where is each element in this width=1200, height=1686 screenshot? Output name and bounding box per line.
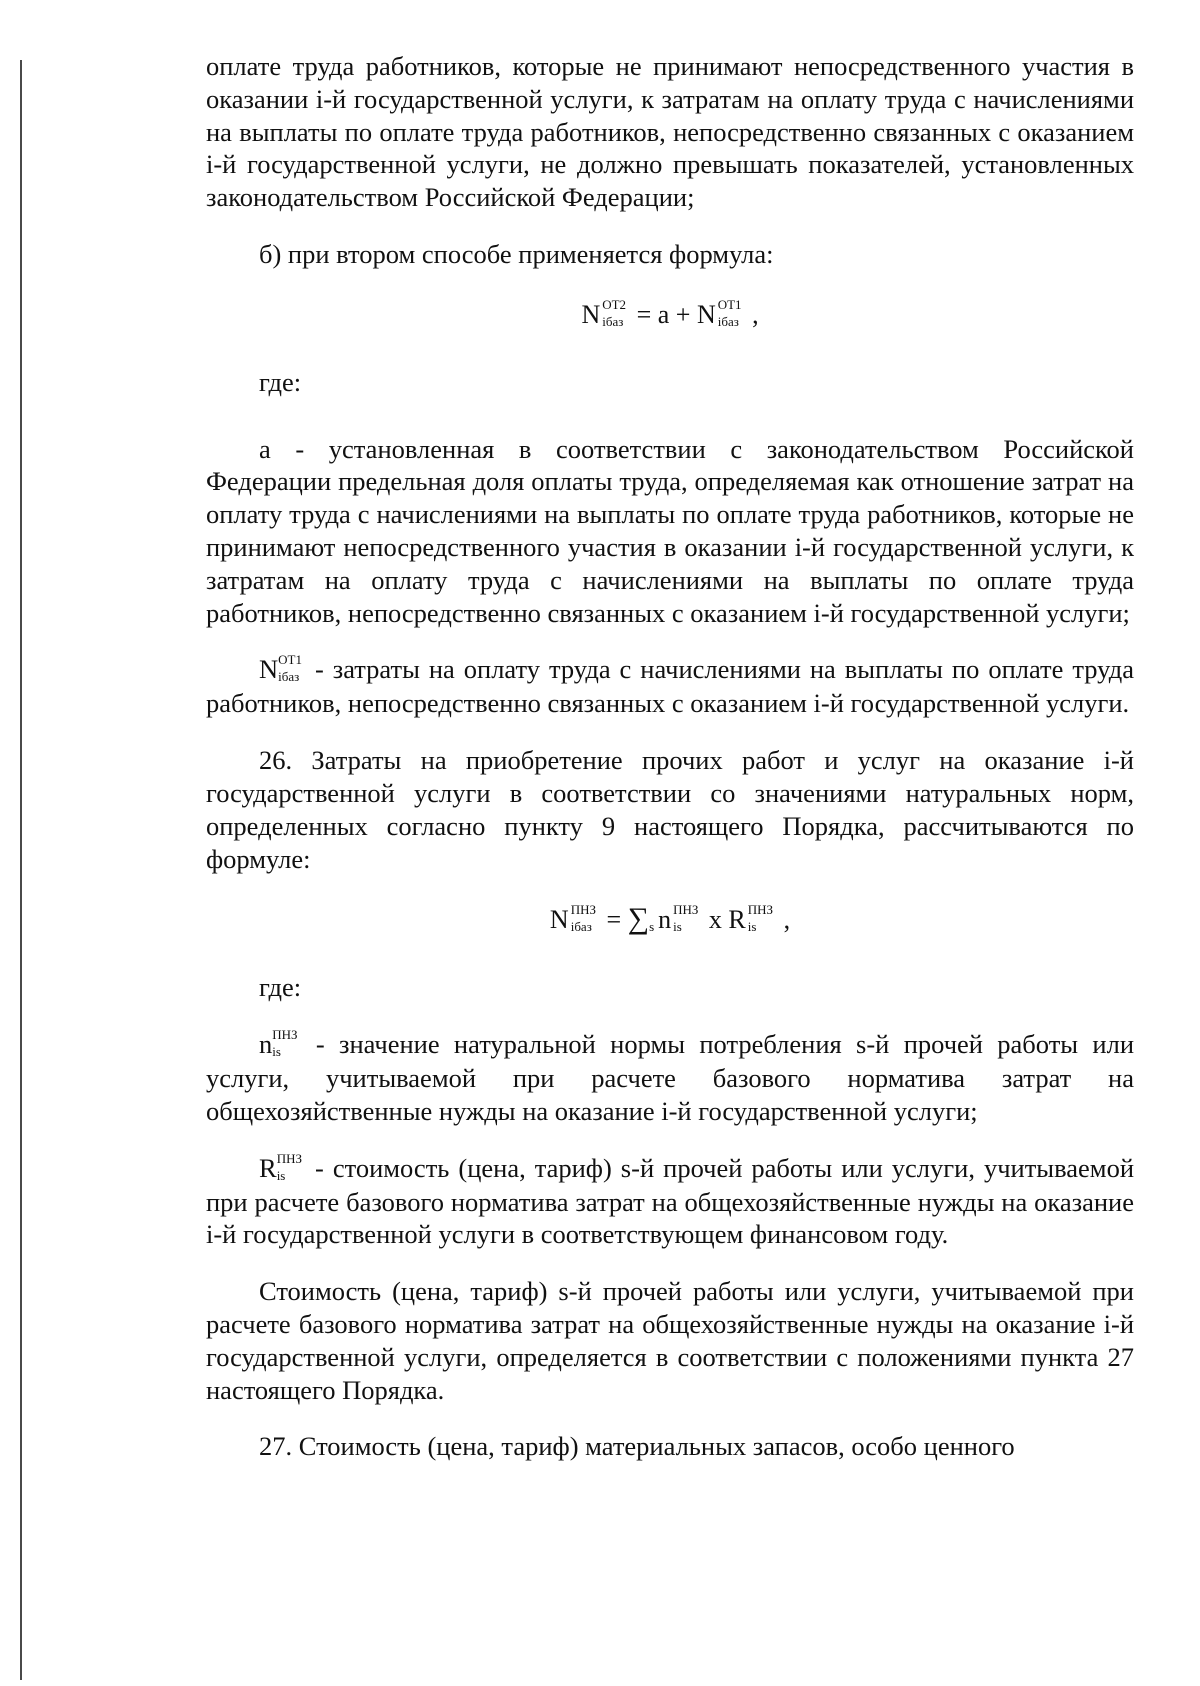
- def-not1-base: N: [259, 654, 279, 685]
- spacer: [206, 1128, 1134, 1152]
- spacer: [206, 720, 1134, 744]
- def-not1-text: - затраты на оплату труда с начислениями на выплаты по оплате труда работников, непосредственно связанных с оказанием i-й государственной услуги.: [206, 654, 1134, 719]
- def-n-symbol: [259, 1028, 302, 1062]
- formula2-left-sub: iбаз: [570, 919, 592, 935]
- formula2-n-sup: ПНЗ: [673, 902, 699, 918]
- def-not1-symbol: [259, 653, 306, 687]
- def-n-text: - значение натуральной нормы потребления s-й прочей работы или услуги, учитываемой при расчете базового норматива затрат на общехозяйственные нужды на оказание i-й государственной услуги;: [206, 1029, 1134, 1126]
- definition-n-ot1: [206, 653, 1134, 720]
- spacer: [206, 399, 1134, 433]
- def-r-sup: ПНЗ: [276, 1150, 302, 1166]
- spacer: [206, 1004, 1134, 1028]
- formula2-n-sub: is: [673, 919, 682, 935]
- where-label-2: где:: [259, 972, 302, 1003]
- where-label-1: где:: [259, 366, 302, 397]
- def-r-sub: is: [276, 1167, 286, 1183]
- formula2-sum-indices: [649, 903, 654, 933]
- def-n-base: n: [259, 1029, 273, 1060]
- definition-n-pnz: [206, 1028, 1134, 1128]
- paragraph-intro: оплате труда работников, которые не принимают непосредственного участия в оказании i-й государственной услуги, к затратам на оплату труда с начислениями на выплаты по оплате труда работников, непосредственно связанных с оказанием i-й государственной услуги, не должно превышать показателей, установленных законодательством Российской Федерации;: [206, 51, 1134, 213]
- def-r-symbol: [259, 1152, 306, 1186]
- formula2-r-indices: [748, 903, 773, 933]
- spacer: [206, 214, 1134, 238]
- formula2-r-base: R: [728, 905, 746, 935]
- formula1-right-sub: iбаз: [717, 313, 739, 329]
- formula1-left-sup: ОТ2: [602, 296, 627, 312]
- formula2-n-indices: [673, 903, 698, 933]
- formula2-times: x: [702, 905, 729, 935]
- formula1-left-indices: [602, 298, 626, 328]
- spacer: [206, 1406, 1134, 1430]
- def-n-sub: is: [272, 1044, 281, 1060]
- def-r-base: R: [259, 1152, 277, 1183]
- formula1-right-indices: [718, 298, 742, 328]
- paragraph-cost: Стоимость (цена, тариф) s-й прочей работы или услуги, учитываемой при расчете базового норматива затрат на общехозяйственные нужды на оказание i-й государственной услуги, определяется в соответствии с положениями пункта 27 настоящего Порядка.: [206, 1276, 1134, 1405]
- def-n-sup: ПНЗ: [272, 1027, 298, 1043]
- def-r-text: - стоимость (цена, тариф) s-й прочей работы или услуги, учитываемой при расчете базового норматива затрат на общехозяйственные нужды на оказание i-й государственной услуги в соответствующем финансовом году.: [206, 1152, 1134, 1250]
- def-r-indices: [277, 1152, 302, 1182]
- paragraph-b: б) при втором способе применяется формула:: [259, 238, 774, 269]
- formula2-r-sup: ПНЗ: [747, 902, 774, 918]
- formula-ot2: [206, 296, 1134, 332]
- document-page: [206, 50, 1134, 1463]
- definition-r-pnz: [206, 1152, 1134, 1252]
- formula1-right-sup: ОТ1: [717, 296, 742, 312]
- formula1-left-sub: iбаз: [602, 313, 624, 329]
- formula1-right-base: N: [696, 299, 716, 329]
- formula2-left-sup: ПНЗ: [570, 902, 596, 918]
- formula2-left-base: N: [549, 905, 569, 935]
- def-not1-sup: ОТ1: [278, 652, 302, 668]
- paragraph-27: 27. Стоимость (цена, тариф) материальных запасов, особо ценного: [259, 1431, 1015, 1462]
- formula1-left-base: N: [581, 299, 601, 329]
- formula2-left-indices: [571, 903, 596, 933]
- formula2-sum: ∑: [627, 902, 650, 936]
- formula2-eq: =: [600, 905, 628, 935]
- def-not1-sub: iбаз: [278, 669, 300, 685]
- formula2-n-base: n: [658, 905, 672, 935]
- spacer: [206, 629, 1134, 653]
- formula2-r-sub: is: [747, 919, 757, 935]
- formula2-sum-sub: s: [649, 919, 655, 935]
- spacer: [206, 1251, 1134, 1275]
- formula1-middle: = a +: [630, 299, 697, 329]
- formula1-tail: ,: [745, 299, 759, 329]
- def-not1-indices: [278, 653, 302, 683]
- definition-a: а - установленная в соответствии с законодательством Российской Федерации предельная доля оплаты труда, определяемая как отношение затрат на оплату труда с начислениями на выплаты по оплате труда работников, которые не принимают непосредственного участия в оказании i-й государственной услуги, к затратам на оплату труда с начислениями на выплаты по оплате труда работников, непосредственно связанных с оказанием i-й государственной услуги;: [206, 433, 1134, 628]
- def-n-indices: [272, 1028, 297, 1058]
- formula2-tail: ,: [777, 905, 791, 935]
- formula2-sum-sup: [649, 903, 654, 916]
- scan-left-edge: [20, 60, 22, 1680]
- formula-pnz: [206, 903, 1134, 937]
- paragraph-26: 26. Затраты на приобретение прочих работ и услуг на оказание i-й государственной услуги в соответствии со значениями натуральных норм, определенных согласно пункту 9 настоящего Порядка, рассчитываются по формуле:: [206, 745, 1134, 874]
